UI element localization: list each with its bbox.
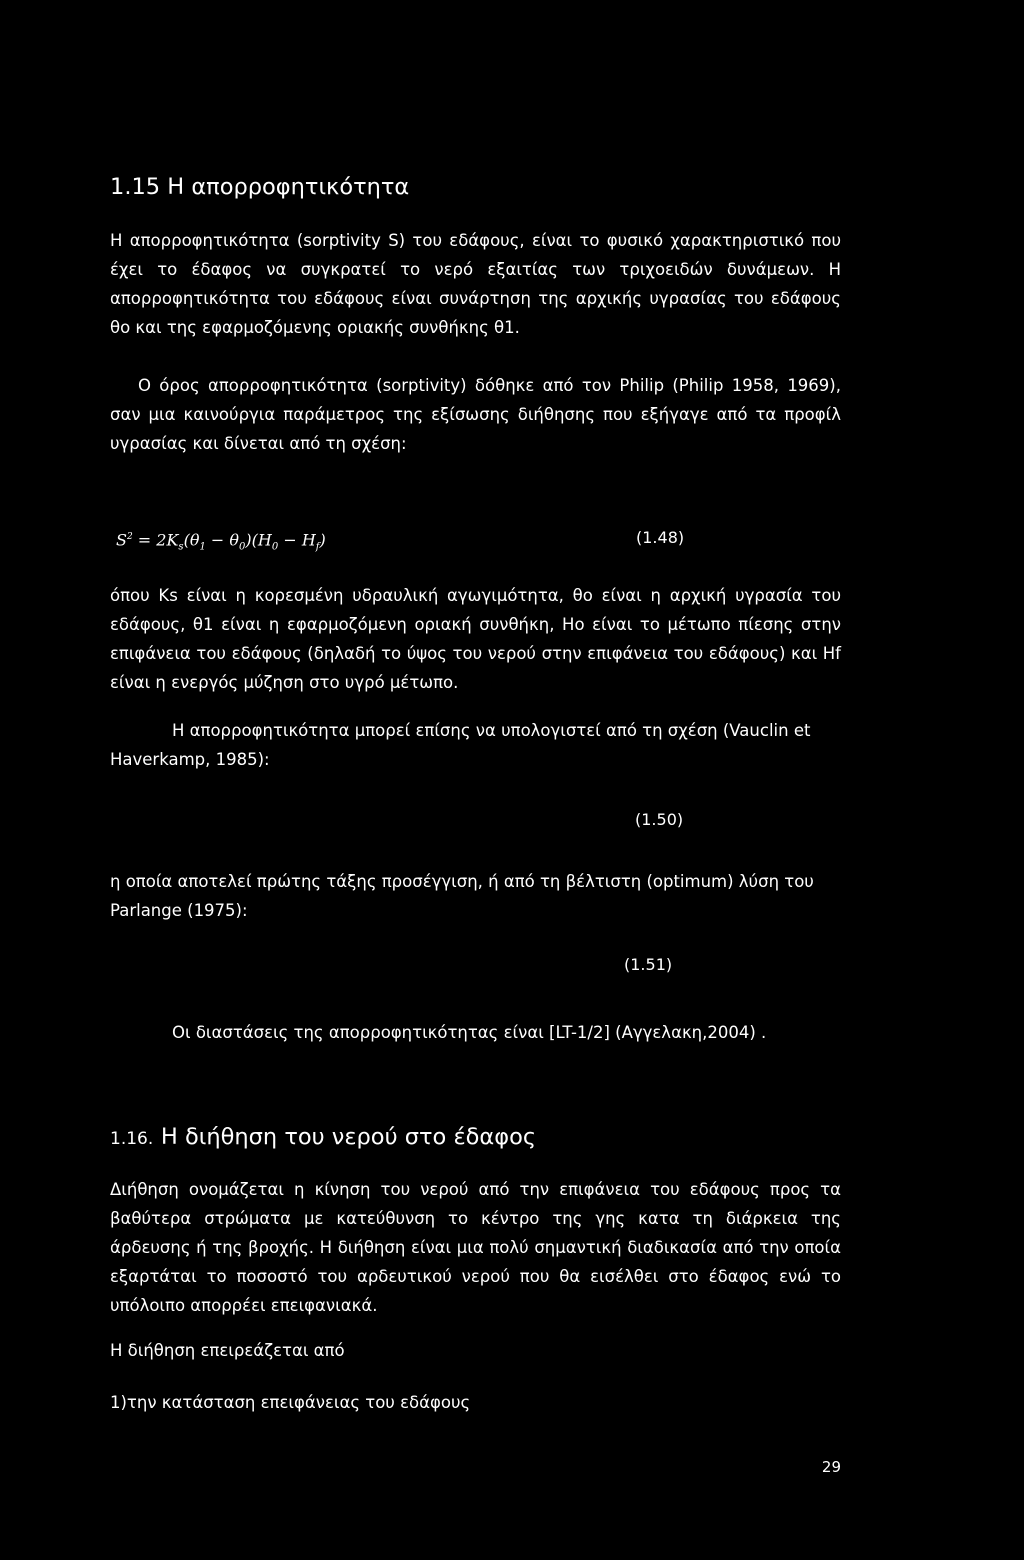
section-heading-1-15: 1.15 Η απορροφητικότητα [110,174,410,200]
page-number: 29 [821,1458,841,1476]
paragraph-infiltration-definition: Διήθηση ονομάζεται η κίνηση του νερού από την επιφάνεια του εδάφους προς τα βαθύτερα στρώματα με κατεύθυνση το κέντρο της γης κατα τη διάρκεια της άρδευσης ή της βροχής. Η διήθηση είναι μια πολύ σημαντική διαδικασία από την οποία εξαρτάται το ποσοστό του αρδευτικού νερού που θα εισέλθει στο έδαφος ενώ το υπόλοιπο απορρέει επειφανιακά. [110,1180,841,1315]
list-item-surface-condition: 1)την κατάσταση επειφάνειας του εδάφους [110,1393,471,1412]
equation-number-1-48: (1.48) [636,528,685,547]
sorptivity-formula: $S^2 = 2K_s(\theta_1 - \theta_0)(H_0 - H_f)$ [116,530,326,553]
paragraph-infiltration-factors: Η διήθηση επειρεάζεται από [110,1341,345,1360]
section-heading-1-16 [110,1120,536,1155]
paragraph-dimensions: Οι διαστάσεις της απορροφητικότητας είναι [LT-1/2] (Αγγελακη,2004) . [172,1023,767,1042]
equation-number-1-50: (1.50) [635,810,684,829]
paragraph-vauclin-relation: Η απορροφητικότητα μπορεί επίσης να υπολογιστεί από τη σχέση (Vauclin et Haverkamp, 1985): [110,721,811,769]
paragraph-variable-definitions: όπου Ks είναι η κορεσμένη υδραυλική αγωγιμότητα, θο είναι η αρχική υγρασία του εδάφους, θ1 είναι η εφαρμοζόμενη οριακή συνθήκη, Ho είναι το μέτωπο πίεσης στην επιφάνεια του εδάφους (δηλαδή το ύψος του νερού στην επιφάνεια του εδάφους) και Hf είναι η ενεργός μύζηση στο υγρό μέτωπο. [110,586,841,692]
paragraph-parlange-solution: η οποία αποτελεί πρώτης τάξης προσέγγιση, ή από τη βέλτιστη (optimum) λύση του Parlange (1975): [110,872,814,920]
paragraph-sorptivity-definition: Η απορροφητικότητα (sorptivity S) του εδάφους, είναι το φυσικό χαρακτηριστικό που έχει το έδαφος να συγκρατεί το νερό εξαιτίας των τριχοειδών δυνάμεων. Η απορροφητικότητα του εδάφους είναι συνάρτηση της αρχικής υγρασίας του εδάφους θο και της εφαρμοζόμενης οριακής συνθήκης θ1. [110,231,841,337]
equation-number-1-51: (1.51) [624,955,673,974]
section-number: 1.16. [110,1129,154,1149]
section-title: Η διήθηση του νερού στο έδαφος [160,1124,537,1150]
paragraph-philip-origin: Ο όρος απορροφητικότητα (sorptivity) δόθηκε από τον Philip (Philip 1958, 1969), σαν μια καινούργια παράμετρος της εξίσωσης διήθησης που εξήγαγε από τα προφίλ υγρασίας και δίνεται από τη σχέση: [110,376,841,453]
